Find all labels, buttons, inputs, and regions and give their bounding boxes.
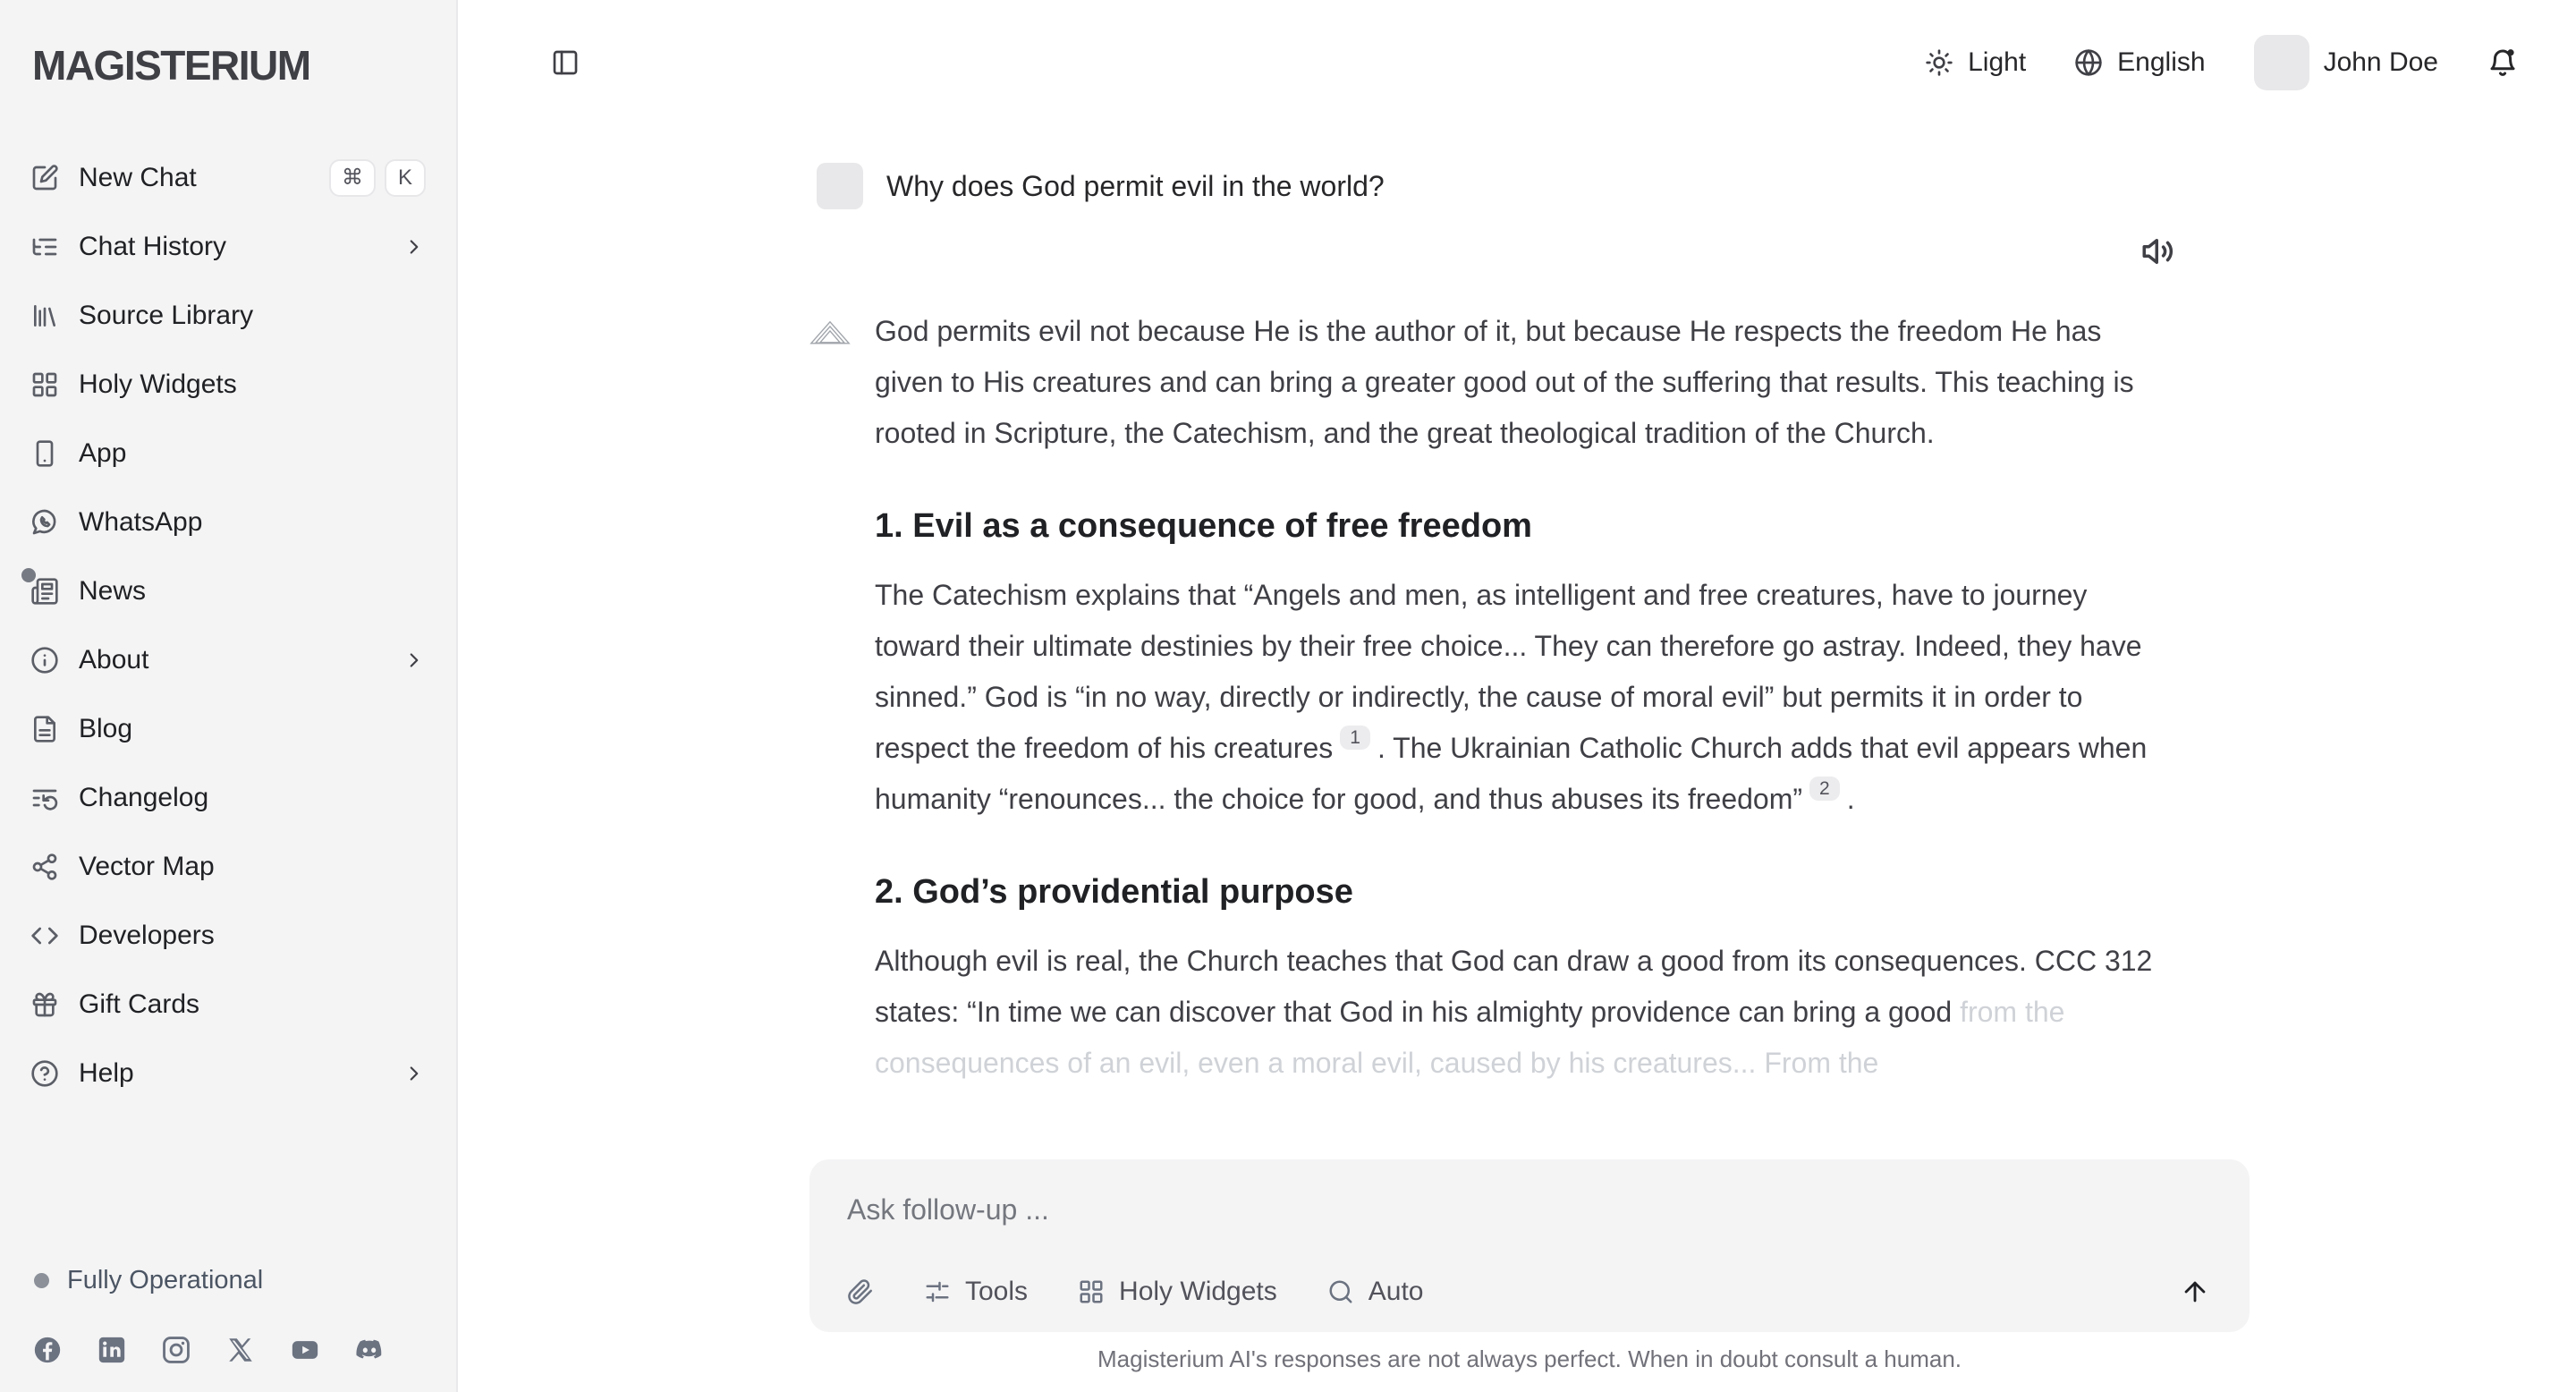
- brand-logo: MAGISTERIUM: [32, 42, 310, 89]
- mode-selector[interactable]: [1327, 1277, 1424, 1307]
- user-message-avatar: [817, 163, 863, 209]
- sidebar-item-vector-map[interactable]: [30, 832, 426, 901]
- main-area: [458, 0, 2576, 1392]
- holy-widgets-label: Holy Widgets: [1119, 1277, 1277, 1306]
- user-question: Why does God permit evil in the world?: [886, 169, 1385, 202]
- section-1-text: . The Ukrainian Catholic Church adds that evil appears when humanity “renounces... the choice for good, and thus abuses its freedom”: [875, 732, 2148, 815]
- sidebar-item-help[interactable]: [30, 1039, 426, 1108]
- grid-icon: [1078, 1278, 1105, 1305]
- list-tree-icon: [30, 233, 59, 261]
- linkedin-icon[interactable]: [97, 1335, 127, 1365]
- sidebar-item-label: Chat History: [79, 231, 227, 261]
- sidebar: [0, 0, 458, 1392]
- section-2-text-faded: from the consequences of an evil, even a moral evil, caused by his creatures... From the: [875, 996, 2065, 1079]
- language-label: English: [2117, 47, 2206, 77]
- sidebar-item-label: Vector Map: [79, 851, 215, 881]
- sidebar-item-chat-history[interactable]: [30, 212, 426, 281]
- sidebar-item-label: App: [79, 437, 127, 468]
- sidebar-item-label: WhatsApp: [79, 506, 203, 537]
- notifications-bell-icon[interactable]: [2487, 47, 2519, 79]
- ai-disclaimer: Magisterium AI's responses are not always perfect. When in doubt consult a human.: [1097, 1345, 1962, 1372]
- magisterium-triangle-icon: [809, 320, 851, 345]
- theme-label: Light: [1968, 47, 2027, 77]
- language-selector[interactable]: [2074, 47, 2205, 78]
- sidebar-item-label: New Chat: [79, 162, 197, 192]
- sidebar-item-label: Help: [79, 1057, 134, 1088]
- sidebar-item-new-chat[interactable]: [30, 143, 426, 212]
- section-2-paragraph: [875, 936, 2168, 1089]
- smartphone-icon: [30, 439, 59, 468]
- code-icon: [30, 921, 59, 950]
- chevron-right-icon: [402, 649, 426, 672]
- speaker-icon[interactable]: [2140, 233, 2177, 270]
- k-key-badge: K: [385, 159, 426, 197]
- sidebar-item-label: Developers: [79, 920, 215, 950]
- composer-card[interactable]: [809, 1159, 2250, 1332]
- whatsapp-icon: [30, 508, 59, 537]
- sidebar-item-whatsapp[interactable]: [30, 488, 426, 556]
- tools-button[interactable]: [924, 1277, 1028, 1307]
- sidebar-item-label: Blog: [79, 713, 133, 743]
- sidebar-item-blog[interactable]: [30, 694, 426, 763]
- youtube-icon[interactable]: [290, 1335, 320, 1365]
- sidebar-item-label: Source Library: [79, 300, 254, 330]
- tts-row: [809, 233, 2177, 270]
- chevron-right-icon: [402, 1062, 426, 1085]
- user-avatar: [2254, 35, 2309, 90]
- topbar-right: [1925, 35, 2519, 90]
- tools-label: Tools: [965, 1277, 1029, 1306]
- sidebar-item-about[interactable]: [30, 625, 426, 694]
- answer-intro: God permits evil not because He is the author of it, but because He respects the freedom He has given to His creatures and can bring a greater good out of the suffering that results. This teaching is rooted in Scripture, the Catechism, and the great theological tradition of the Church.: [875, 315, 2134, 449]
- sidebar-item-label: Holy Widgets: [79, 369, 237, 399]
- assistant-answer: [875, 306, 2168, 1089]
- sidebar-item-news[interactable]: [30, 556, 426, 625]
- globe-icon: [2074, 48, 2103, 77]
- section-1-paragraph: [875, 570, 2168, 825]
- sidebar-item-developers[interactable]: [30, 901, 426, 970]
- file-text-icon: [30, 715, 59, 743]
- sidebar-item-changelog[interactable]: [30, 763, 426, 832]
- news-notification-dot: [21, 568, 36, 582]
- topbar: [458, 0, 2576, 125]
- holy-widgets-button[interactable]: [1078, 1277, 1277, 1307]
- new-chat-pencil-icon: [30, 164, 59, 192]
- sidebar-toggle-icon[interactable]: [551, 48, 580, 77]
- footnote-ref-1[interactable]: 1: [1340, 726, 1370, 750]
- library-icon: [30, 301, 59, 330]
- shortcut-badges: [329, 159, 426, 197]
- section-1-text: .: [1846, 783, 1855, 815]
- send-button[interactable]: [2180, 1277, 2210, 1307]
- sidebar-nav: [30, 143, 426, 1108]
- cmd-key-badge: ⌘: [329, 159, 376, 197]
- chat-thread: [809, 125, 2250, 1089]
- composer-actions: [847, 1277, 2210, 1307]
- network-icon: [30, 853, 59, 881]
- sliders-icon: [924, 1278, 951, 1305]
- section-2-text: Although evil is real, the Church teaches that God can draw a good from its consequences. CCC 312 states: “In time we can discover that God in his almighty providence can bring a good: [875, 945, 2153, 1028]
- user-message: [817, 163, 2250, 209]
- sidebar-item-app[interactable]: [30, 419, 426, 488]
- status-label: Fully Operational: [67, 1266, 264, 1294]
- social-links: [30, 1335, 426, 1365]
- sidebar-item-gift-cards[interactable]: [30, 970, 426, 1039]
- sidebar-item-label: Changelog: [79, 782, 209, 812]
- system-status[interactable]: [30, 1266, 426, 1295]
- paperclip-icon: [847, 1278, 874, 1305]
- info-icon: [30, 646, 59, 675]
- discord-icon[interactable]: [354, 1335, 385, 1365]
- sidebar-item-label: About: [79, 644, 149, 675]
- composer-area: [809, 1159, 2250, 1392]
- sidebar-item-label: News: [79, 575, 147, 606]
- assistant-message: [809, 306, 2250, 1089]
- help-circle-icon: [30, 1059, 59, 1088]
- section-1-text: The Catechism explains that “Angels and men, as intelligent and free creatures, have to journey toward their ultimate destinies by their free choice... They can therefore go astray. Indeed, they have sinned.” God is “in no way, directly or indirectly, the cause of moral evil” but permits it in order to respect the freedom of his creatures: [875, 579, 2142, 764]
- followup-input[interactable]: Ask follow-up ...: [847, 1193, 1049, 1226]
- theme-toggle[interactable]: [1925, 47, 2026, 78]
- gift-icon: [30, 990, 59, 1019]
- facebook-icon[interactable]: [32, 1335, 63, 1365]
- chevron-right-icon: [402, 235, 426, 259]
- newspaper-icon: [30, 577, 59, 606]
- section-2-heading: 2. God’s providential purpose: [875, 873, 1353, 911]
- section-1-heading: 1. Evil as a consequence of free freedom: [875, 507, 1532, 545]
- sidebar-item-source-library[interactable]: [30, 281, 426, 350]
- mode-label: Auto: [1368, 1277, 1424, 1306]
- footnote-ref-2[interactable]: 2: [1809, 777, 1840, 801]
- user-name: John Doe: [2323, 47, 2438, 77]
- search-icon: [1327, 1278, 1354, 1305]
- sidebar-item-holy-widgets[interactable]: [30, 350, 426, 419]
- grid-icon: [30, 370, 59, 399]
- status-dot-icon: [34, 1273, 49, 1288]
- sun-icon: [1925, 48, 1953, 77]
- attach-button[interactable]: [847, 1278, 874, 1305]
- x-twitter-icon[interactable]: [225, 1335, 256, 1365]
- user-menu[interactable]: [2254, 35, 2438, 90]
- sidebar-item-label: Gift Cards: [79, 989, 200, 1019]
- instagram-icon[interactable]: [161, 1335, 191, 1365]
- list-restart-icon: [30, 784, 59, 812]
